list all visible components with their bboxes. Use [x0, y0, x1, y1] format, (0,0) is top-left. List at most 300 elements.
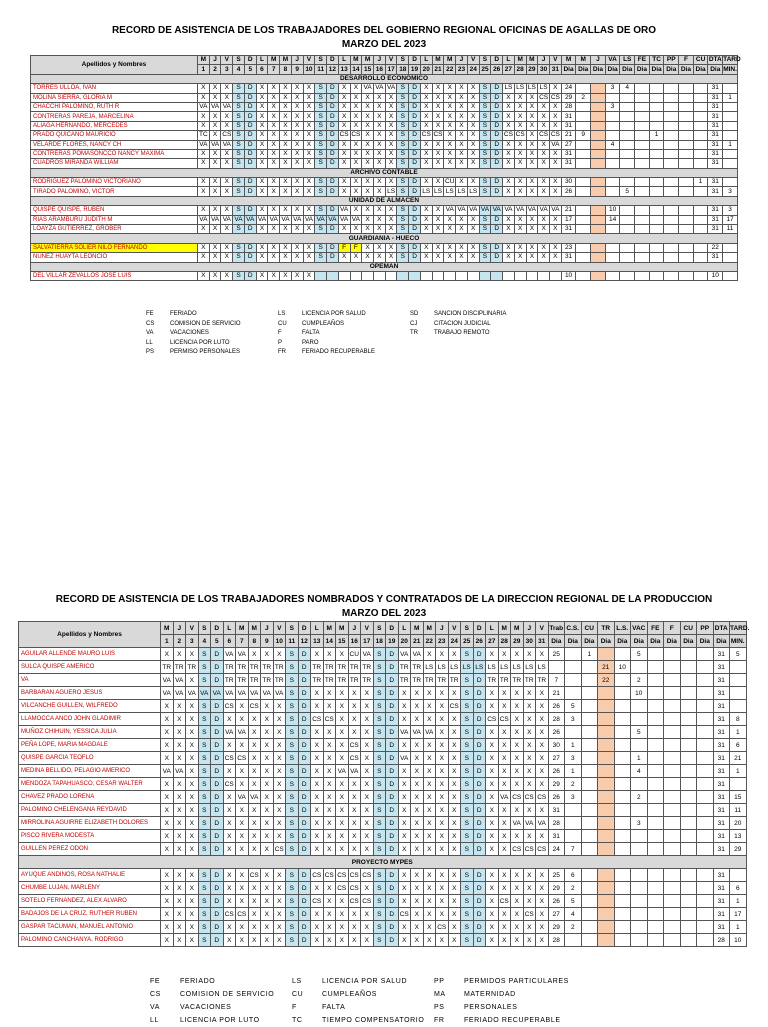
summary-value: 31: [713, 778, 730, 791]
summary-value: [614, 713, 631, 726]
summary-value: 10: [614, 661, 631, 674]
day-mark: [385, 271, 397, 280]
summary-value: 27: [548, 752, 565, 765]
day-letter-header: J: [261, 622, 274, 635]
day-mark: S: [286, 895, 299, 908]
day-letter-header: L: [398, 622, 411, 635]
employee-name: CHAVEZ PRADO LORENA: [19, 791, 161, 804]
summary-value: [631, 934, 648, 947]
day-mark: VA: [222, 140, 231, 148]
day-mark: S: [233, 93, 245, 102]
summary-value: 10: [631, 687, 648, 700]
day-mark: X: [456, 149, 468, 158]
day-mark: X: [467, 131, 479, 140]
legend-description: FERIADO: [170, 311, 197, 317]
day-letter-header: M: [498, 622, 511, 635]
day-mark: D: [244, 149, 256, 158]
day-mark: X: [256, 140, 268, 149]
day-mark: X: [221, 149, 233, 158]
legend-description: TRABAJO REMOTO: [434, 330, 490, 336]
day-mark: X: [348, 817, 361, 830]
summary-value: 29: [548, 921, 565, 934]
day-mark: X: [268, 121, 280, 130]
day-letter-header: L: [503, 56, 515, 65]
day-mark: D: [244, 178, 256, 187]
day-mark: S: [286, 817, 299, 830]
day-letter-header: J: [456, 56, 468, 65]
day-mark: X: [503, 121, 515, 130]
day-mark: D: [473, 791, 486, 804]
day-mark: X: [311, 778, 324, 791]
day-mark: S: [315, 131, 327, 140]
summary-value: [664, 243, 679, 252]
day-mark: VA: [328, 215, 337, 223]
day-mark: CS: [236, 752, 249, 765]
day-mark: D: [386, 778, 399, 791]
summary-value: [664, 726, 681, 739]
legend-description: LICENCIA POR LUTO: [170, 339, 230, 346]
day-mark: TR: [411, 674, 424, 687]
legend-row: [150, 988, 576, 1001]
day-mark: X: [523, 882, 536, 895]
day-mark: X: [261, 778, 274, 791]
summary-value: [581, 674, 598, 687]
day-mark: X: [373, 112, 385, 121]
day-mark: X: [423, 765, 436, 778]
day-mark: X: [209, 121, 221, 130]
day-mark: X: [373, 149, 385, 158]
day-mark: D: [409, 140, 421, 149]
day-mark: X: [236, 713, 249, 726]
day-mark: X: [486, 908, 499, 921]
day-mark: X: [498, 687, 511, 700]
legend-code: CU: [278, 320, 287, 327]
section-title: PROYECTO MYPES: [19, 856, 747, 869]
day-mark: D: [409, 112, 421, 121]
table-row: [31, 187, 738, 196]
day-mark: X: [549, 149, 561, 158]
summary-value: [697, 908, 714, 921]
day-mark: S: [198, 817, 211, 830]
summary-value: 3: [605, 84, 620, 93]
summary-value: 1: [693, 178, 708, 187]
summary-header: PP: [697, 622, 714, 635]
summary-value: 31: [713, 843, 730, 856]
day-mark: S: [461, 830, 474, 843]
day-mark: X: [248, 895, 261, 908]
section-title: DESARROLLO ECONOMICO: [31, 74, 738, 83]
summary-value: 29: [548, 778, 565, 791]
employee-name: CHUMBE LUJAN, MARLENY: [19, 882, 161, 895]
summary-value: 31: [561, 225, 576, 234]
day-mark: D: [327, 187, 339, 196]
day-mark: X: [248, 804, 261, 817]
day-mark: D: [473, 921, 486, 934]
day-mark: X: [467, 140, 479, 149]
day-mark: X: [221, 121, 233, 130]
day-mark: X: [261, 817, 274, 830]
summary-value: 26: [548, 726, 565, 739]
day-mark: X: [280, 121, 292, 130]
summary-value: [576, 187, 591, 196]
summary-value: [647, 700, 664, 713]
day-mark: X: [536, 908, 549, 921]
summary-value: [647, 661, 664, 674]
summary-value: [581, 830, 598, 843]
summary-unit-header: Dia: [664, 635, 681, 648]
day-mark: X: [436, 791, 449, 804]
legend-description: FERIADO: [180, 978, 216, 985]
summary-value: 1: [723, 140, 738, 149]
summary-value: [649, 253, 664, 262]
day-mark: X: [273, 817, 286, 830]
day-mark: X: [538, 225, 550, 234]
day-number-header: 18: [373, 635, 386, 648]
day-mark: D: [211, 934, 224, 947]
day-mark: X: [311, 752, 324, 765]
day-mark: S: [461, 921, 474, 934]
day-mark: S: [233, 121, 245, 130]
day-mark: X: [486, 778, 499, 791]
legend-code: TC: [292, 1017, 303, 1024]
day-mark: X: [336, 713, 349, 726]
day-mark: S: [198, 843, 211, 856]
day-mark: X: [361, 934, 374, 947]
table-row: [19, 843, 747, 856]
day-mark: D: [386, 830, 399, 843]
employee-name: CUADROS MIRANDA WILLIAM: [31, 159, 198, 168]
day-mark: S: [198, 921, 211, 934]
day-mark: D: [409, 225, 421, 234]
day-mark: X: [498, 804, 511, 817]
day-mark: VA: [340, 206, 349, 214]
day-mark: X: [361, 830, 374, 843]
summary-value: 5: [730, 648, 747, 661]
summary-value: 31: [708, 206, 723, 215]
day-mark: X: [373, 121, 385, 130]
day-mark: X: [173, 830, 186, 843]
summary-value: [631, 804, 648, 817]
day-letter-header: V: [385, 56, 397, 65]
employee-name: PALOMINO CANCHANYA, RODRIGO: [19, 934, 161, 947]
day-mark: S: [233, 187, 245, 196]
day-mark: X: [411, 934, 424, 947]
day-mark: X: [411, 713, 424, 726]
legend-code: P: [278, 339, 283, 346]
day-mark: X: [549, 215, 561, 224]
day-mark: D: [491, 84, 503, 93]
day-mark: [503, 271, 515, 280]
day-letter-header: S: [397, 56, 409, 65]
day-mark: X: [197, 243, 209, 252]
summary-value: [614, 765, 631, 778]
report1-subtitle: MARZO DEL 2023: [341, 39, 427, 50]
day-mark: X: [236, 843, 249, 856]
day-mark: X: [361, 921, 374, 934]
summary-header: M: [576, 56, 591, 65]
day-mark: X: [362, 187, 374, 196]
day-letter-header: D: [386, 622, 399, 635]
summary-value: 21: [561, 206, 576, 215]
day-mark: S: [198, 908, 211, 921]
day-mark: X: [261, 921, 274, 934]
day-mark: X: [248, 648, 261, 661]
summary-value: [614, 791, 631, 804]
day-mark: X: [261, 843, 274, 856]
day-mark: X: [385, 178, 397, 187]
day-mark: X: [362, 178, 374, 187]
day-mark: X: [256, 159, 268, 168]
summary-value: [598, 765, 615, 778]
summary-value: [680, 765, 697, 778]
legend-row: [146, 348, 542, 358]
summary-value: [581, 739, 598, 752]
day-mark: VA: [551, 140, 560, 148]
summary-unit-header: Dia: [620, 65, 635, 74]
table-row: [19, 648, 747, 661]
summary-value: [614, 843, 631, 856]
summary-value: 31: [561, 159, 576, 168]
day-mark: X: [373, 253, 385, 262]
day-mark: S: [373, 648, 386, 661]
summary-value: 2: [631, 791, 648, 804]
day-mark: X: [248, 908, 261, 921]
day-mark: CS: [323, 713, 336, 726]
day-mark: [549, 271, 561, 280]
summary-value: [680, 661, 697, 674]
day-mark: X: [268, 187, 280, 196]
legend-description: LICENCIA POR SALUD: [322, 978, 408, 985]
day-number-header: 24: [448, 635, 461, 648]
day-mark: X: [385, 140, 397, 149]
summary-value: [620, 271, 635, 280]
summary-value: 27: [561, 140, 576, 149]
summary-value: [723, 253, 738, 262]
day-mark: CS: [550, 93, 560, 101]
day-mark: X: [503, 149, 515, 158]
day-mark: S: [397, 215, 409, 224]
day-mark: X: [498, 869, 511, 882]
day-mark: X: [248, 752, 261, 765]
summary-value: [647, 804, 664, 817]
day-mark: VA: [211, 687, 224, 700]
legend-row: [150, 975, 576, 988]
summary-value: 9: [576, 131, 591, 140]
day-mark: CS: [486, 713, 499, 726]
day-mark: X: [456, 131, 468, 140]
day-mark: X: [549, 225, 561, 234]
day-letter-header: M: [268, 56, 280, 65]
day-mark: D: [327, 140, 339, 149]
day-mark: D: [491, 225, 503, 234]
day-mark: X: [173, 934, 186, 947]
day-mark: D: [491, 253, 503, 262]
day-mark: X: [526, 121, 538, 130]
day-mark: X: [338, 149, 350, 158]
day-mark: CS: [398, 908, 411, 921]
day-mark: X: [348, 921, 361, 934]
summary-unit-header: Dia: [565, 635, 582, 648]
day-number-header: 23: [456, 65, 468, 74]
day-mark: [338, 271, 350, 280]
day-mark: X: [161, 843, 174, 856]
day-mark: D: [244, 102, 256, 111]
day-number-header: 4: [198, 635, 211, 648]
summary-value: [680, 804, 697, 817]
day-mark: S: [461, 869, 474, 882]
legend-description: [434, 339, 542, 349]
day-mark: X: [256, 178, 268, 187]
day-mark: X: [173, 843, 186, 856]
summary-value: [680, 739, 697, 752]
day-mark: VA: [186, 687, 199, 700]
day-mark: X: [348, 804, 361, 817]
summary-value: [620, 243, 635, 252]
summary-value: [647, 791, 664, 804]
summary-value: [598, 830, 615, 843]
day-mark: [444, 271, 456, 280]
day-mark: [373, 271, 385, 280]
day-mark: X: [523, 869, 536, 882]
day-mark: X: [420, 121, 432, 130]
day-mark: X: [361, 843, 374, 856]
section-row: [31, 168, 738, 177]
summary-value: [581, 895, 598, 908]
summary-value: [730, 674, 747, 687]
summary-value: [565, 674, 582, 687]
day-mark: LS: [434, 187, 442, 195]
day-mark: CS: [223, 752, 236, 765]
day-mark: S: [198, 882, 211, 895]
day-number-header: 16: [348, 635, 361, 648]
day-mark: X: [362, 140, 374, 149]
day-mark: X: [362, 159, 374, 168]
legend-code: PS: [146, 349, 155, 355]
day-mark: X: [444, 149, 456, 158]
day-mark: X: [336, 726, 349, 739]
day-mark: VA: [304, 215, 314, 223]
day-mark: VA: [269, 215, 278, 223]
day-mark: S: [479, 131, 491, 140]
day-mark: X: [536, 934, 549, 947]
day-mark: X: [444, 159, 456, 168]
day-mark: CS: [361, 895, 374, 908]
day-mark: S: [479, 225, 491, 234]
day-mark: X: [511, 726, 524, 739]
day-mark: X: [373, 206, 385, 215]
summary-value: [649, 140, 664, 149]
summary-value: [679, 206, 694, 215]
day-mark: X: [261, 882, 274, 895]
section-row: [31, 234, 738, 243]
day-mark: D: [409, 159, 421, 168]
day-mark: X: [486, 726, 499, 739]
day-mark: X: [432, 84, 444, 93]
day-mark: S: [198, 739, 211, 752]
summary-value: [598, 869, 615, 882]
day-mark: [362, 271, 374, 280]
summary-value: [649, 102, 664, 111]
day-mark: X: [444, 102, 456, 111]
day-mark: [409, 271, 421, 280]
day-mark: CS: [348, 869, 361, 882]
legend-code: CJ: [410, 320, 418, 327]
day-mark: S: [479, 149, 491, 158]
day-mark: X: [398, 817, 411, 830]
day-mark: [456, 271, 468, 280]
summary-value: [680, 908, 697, 921]
summary-value: 1: [565, 739, 582, 752]
summary-value: [605, 93, 620, 102]
day-mark: CS: [323, 869, 336, 882]
day-mark: X: [197, 178, 209, 187]
summary-unit-header: Dia: [697, 635, 714, 648]
day-mark: X: [268, 225, 280, 234]
day-mark: D: [211, 804, 224, 817]
day-mark: S: [397, 225, 409, 234]
day-mark: S: [286, 674, 299, 687]
day-mark: X: [538, 121, 550, 130]
summary-value: 6: [730, 739, 747, 752]
day-mark: X: [448, 648, 461, 661]
day-mark: D: [298, 804, 311, 817]
summary-value: [693, 159, 708, 168]
day-mark: X: [420, 225, 432, 234]
day-mark: S: [315, 140, 327, 149]
day-mark: X: [236, 700, 249, 713]
day-mark: X: [273, 804, 286, 817]
summary-value: [649, 215, 664, 224]
summary-value: 6: [730, 882, 747, 895]
day-mark: X: [291, 271, 303, 280]
summary-header: J: [591, 56, 606, 65]
summary-value: [565, 830, 582, 843]
day-mark: X: [503, 112, 515, 121]
day-mark: X: [373, 225, 385, 234]
day-mark: S: [198, 752, 211, 765]
day-mark: X: [436, 739, 449, 752]
day-number-header: 8: [248, 635, 261, 648]
summary-value: [581, 908, 598, 921]
day-mark: X: [503, 102, 515, 111]
legend-code: TR: [410, 330, 418, 336]
summary-value: [647, 921, 664, 934]
day-mark: D: [244, 159, 256, 168]
summary-value: [576, 206, 591, 215]
day-mark: S: [315, 84, 327, 93]
day-mark: X: [236, 804, 249, 817]
summary-value: 31: [713, 674, 730, 687]
legend-code: LL: [150, 1017, 159, 1024]
day-mark: X: [350, 178, 362, 187]
day-mark: D: [244, 253, 256, 262]
day-number-header: 21: [411, 635, 424, 648]
day-mark: X: [526, 159, 538, 168]
day-mark: S: [315, 243, 327, 252]
summary-value: [697, 713, 714, 726]
day-mark: S: [479, 243, 491, 252]
day-mark: X: [268, 159, 280, 168]
day-mark: TR: [223, 674, 236, 687]
summary-unit-header: Dia: [614, 635, 631, 648]
summary-value: [591, 131, 606, 140]
day-mark: VA: [293, 215, 302, 223]
day-mark: X: [348, 700, 361, 713]
day-mark: VA: [363, 84, 372, 92]
day-mark: X: [323, 882, 336, 895]
day-mark: CS: [223, 700, 236, 713]
day-mark: X: [486, 817, 499, 830]
